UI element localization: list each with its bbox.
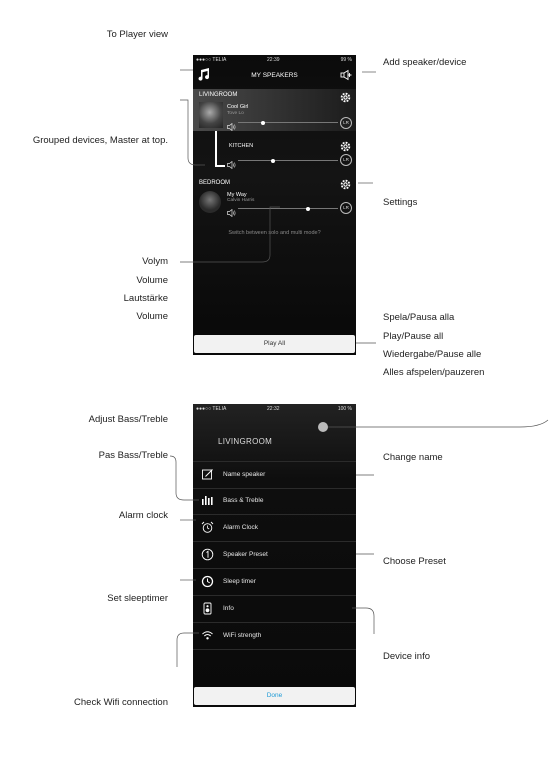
group-livingroom-name: LIVINGROOM	[199, 92, 238, 98]
annotation-play-pause-1: Spela/Pausa alla	[383, 312, 455, 323]
menu-item-sleep-timer[interactable]	[193, 569, 356, 596]
menu-item-info[interactable]	[193, 596, 356, 623]
annotation-volume-1: Volym	[142, 256, 168, 267]
group-bedroom-name: BEDROOM	[199, 180, 231, 186]
menu-item-alarm-clock[interactable]	[193, 515, 356, 542]
annotation-pas-bass: Pas Bass/Treble	[98, 450, 168, 461]
menu-item-label: Sleep timer	[223, 578, 256, 585]
annotation-grouped-devices: Grouped devices, Master at top.	[32, 135, 168, 146]
menu-item-name-speaker[interactable]	[193, 461, 356, 489]
annotation-volume-2: Volume	[136, 275, 168, 286]
screen-speaker-settings	[193, 404, 356, 707]
track-title-livingroom: Cool Girl	[227, 104, 249, 110]
annotation-play-pause-2: Play/Pause all	[383, 331, 444, 342]
annotation-check-wifi: Check Wifi connection	[74, 697, 168, 708]
menu-item-label: Info	[223, 605, 234, 612]
annotation-play-pause-4: Alles afspelen/pauzeren	[383, 367, 485, 378]
status-battery: 100 %	[337, 406, 352, 412]
track-artist-bedroom: Calvin Harris	[227, 198, 255, 203]
status-carrier: ●●●○○ TELIA	[196, 406, 227, 412]
volume-knob[interactable]	[271, 159, 275, 163]
gear-icon[interactable]	[340, 177, 351, 188]
menu-item-label: Bass & Treble	[223, 497, 264, 504]
track-artist-livingroom: Tove Lo	[227, 111, 244, 116]
status-carrier: ●●●○○ TELIA	[196, 57, 227, 63]
speaker-title: LIVINGROOM	[218, 437, 273, 446]
volume-slider-bedroom[interactable]	[238, 208, 338, 209]
annotation-adjust-bass: Adjust Bass/Treble	[88, 414, 168, 425]
switch-mode-link[interactable]: Switch between solo and multi mode?	[228, 230, 321, 236]
done-button[interactable]: Done	[194, 687, 355, 705]
menu-item-label: Alarm Clock	[223, 524, 259, 531]
annotation-settings: Settings	[383, 197, 418, 208]
status-bar	[193, 404, 356, 414]
channel-lr-button[interactable]: LR	[340, 117, 352, 129]
group-kitchen-name: KITCHEN	[229, 143, 254, 149]
volume-slider-kitchen[interactable]	[238, 160, 338, 161]
annotation-volume-3: Lautstärke	[123, 293, 168, 304]
menu-item-speaker-preset[interactable]	[193, 542, 356, 569]
menu-item-wifi-strength[interactable]	[193, 623, 356, 650]
annotation-choose-preset: Choose Preset	[383, 556, 446, 567]
status-time: 22:39	[267, 57, 280, 63]
status-battery: 99 %	[340, 57, 352, 63]
alarm-clock-icon	[201, 521, 214, 534]
annotation-volume-4: Volume	[136, 311, 168, 322]
menu-item-label: Speaker Preset	[223, 551, 268, 558]
menu-item-label: Name speaker	[223, 471, 266, 478]
annotation-device-info: Device info	[383, 651, 430, 662]
wifi-icon	[201, 629, 214, 642]
menu-item-label: WiFi strength	[223, 632, 262, 639]
volume-knob[interactable]	[306, 207, 310, 211]
preset-number-icon	[201, 548, 214, 561]
volume-speaker-icon	[227, 156, 236, 164]
channel-lr-button[interactable]: LR	[340, 202, 352, 214]
info-icon	[201, 602, 214, 615]
status-time: 22:32	[267, 406, 280, 412]
track-title-bedroom: My Way	[227, 192, 247, 198]
play-all-button[interactable]: Play All	[194, 335, 355, 353]
annotation-to-player-view: To Player view	[106, 29, 168, 40]
channel-lr-button[interactable]: LR	[340, 154, 352, 166]
equalizer-icon	[201, 494, 214, 507]
annotation-change-name: Change name	[383, 452, 443, 463]
album-art-bedroom	[199, 191, 221, 213]
menu-item-bass-treble[interactable]	[193, 488, 356, 515]
annotation-add-speaker: Add speaker/device	[383, 57, 467, 68]
page-title: MY SPEAKERS	[251, 72, 298, 79]
annotation-alarm-clock: Alarm clock	[118, 510, 168, 521]
clock-icon	[201, 575, 214, 588]
gear-icon[interactable]	[340, 139, 351, 150]
screen-my-speakers	[193, 55, 356, 355]
annotation-set-sleeptimer: Set sleeptimer	[107, 593, 168, 604]
edit-icon	[201, 468, 214, 481]
volume-speaker-icon	[227, 204, 236, 212]
annotation-play-pause-3: Wiedergabe/Pause alle	[383, 349, 482, 360]
